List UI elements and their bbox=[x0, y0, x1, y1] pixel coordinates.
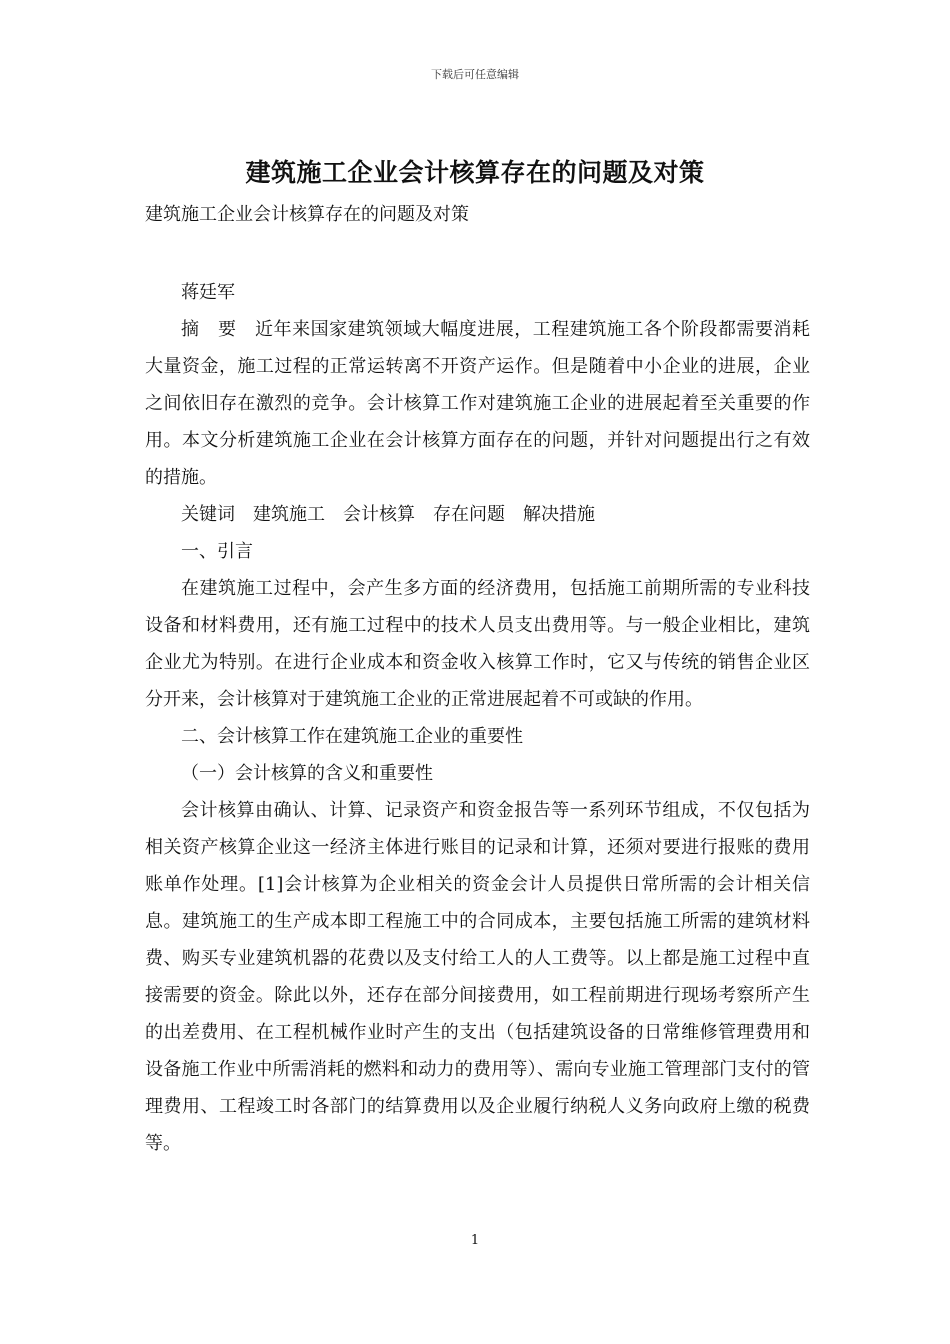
document-body bbox=[145, 274, 810, 1162]
section-heading-importance: 二、会计核算工作在建筑施工企业的重要性 bbox=[181, 726, 523, 747]
keywords-line: 关键词 建筑施工 会计核算 存在问题 解决措施 bbox=[181, 504, 595, 525]
document-subtitle: 建筑施工企业会计核算存在的问题及对策 bbox=[145, 204, 469, 225]
section-heading-intro: 一、引言 bbox=[181, 541, 253, 562]
author-name: 蒋廷军 bbox=[181, 282, 235, 303]
page-number: 1 bbox=[470, 1233, 480, 1248]
intro-paragraph: 在建筑施工过程中，会产生多方面的经济费用，包括施工前期所需的专业科技设备和材料费用，还有施工过程中的技术人员支出费用等。与一般企业相比，建筑企业尤为特别。在进行企业成本和资金收入核算工作时，它又与传统的销售企业区分开来，会计核算对于建筑施工企业的正常进展起着不可或缺的作用。 bbox=[145, 578, 810, 710]
page-header-note: 下载后可任意编辑 bbox=[431, 68, 519, 81]
document-title: 建筑施工企业会计核算存在的问题及对策 bbox=[245, 158, 705, 187]
body-paragraph: 会计核算由确认、计算、记录资产和资金报告等一系列环节组成，不仅包括为相关资产核算企业这一经济主体进行账目的记录和计算，还须对要进行报账的费用账单作处理。[1]会计核算为企业相关的资金会计人员提供日常所需的会计相关信息。建筑施工的生产成本即工程施工中的合同成本，主要包括施工所需的建筑材料费、购买专业建筑机器的花费以及支付给工人的人工费等。以上都是施工过程中直接需要的资金。除此以外，还存在部分间接费用，如工程前期进行现场考察所产生的出差费用、在工程机械作业时产生的支出（包括建筑设备的日常维修管理费用和设备施工作业中所需消耗的燃料和动力的费用等）、需向专业施工管理部门支付的管理费用、工程竣工时各部门的结算费用以及企业履行纳税人义务向政府上缴的税费等。 bbox=[145, 800, 810, 1154]
abstract-paragraph: 摘 要 近年来国家建筑领域大幅度进展，工程建筑施工各个阶段都需要消耗大量资金，施工过程的正常运转离不开资产运作。但是随着中小企业的进展，企业之间依旧存在激烈的竞争。会计核算工作对建筑施工企业的进展起着至关重要的作用。本文分析建筑施工企业在会计核算方面存在的问题，并针对问题提出行之有效的措施。 bbox=[145, 319, 810, 488]
subsection-heading-meaning: （一）会计核算的含义和重要性 bbox=[181, 763, 433, 784]
